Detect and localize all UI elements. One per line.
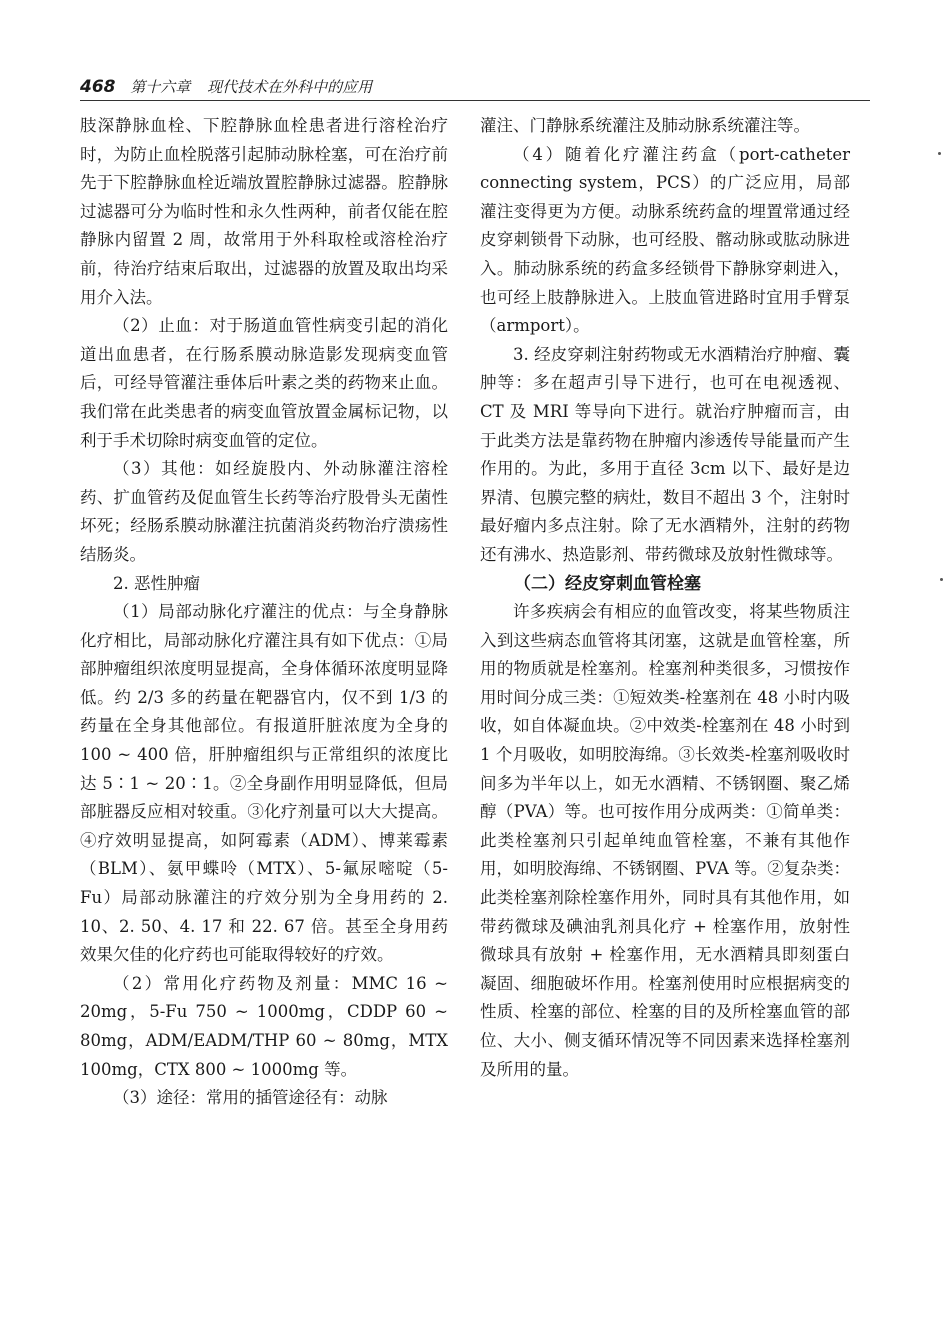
section-heading: （二）经皮穿刺血管栓塞 <box>514 573 701 594</box>
paragraph: 灌注、门静脉系统灌注及肺动脉系统灌注等。 <box>480 116 810 135</box>
paragraph: （1）局部动脉化疗灌注的优点：与全身静脉化疗相比，局部动脉化疗灌注具有如下优点：①局部肿瘤组织浓度明显提高，全身体循环浓度明显降低。约 2/3 多的药量在靶器官内，仅不到 1/3 的药量在全身其他部位。有报道肝脏浓度为全身的 100 ~ 400 倍，肝肿瘤组织与正常组织的浓度比达 5∶1 ~ 20∶1。②全身副作用明显降低，但局部脏器反应相对较重。③化疗剂量可以大大提高。④疗效明显提高，如阿霉素（ADM）、博莱霉素（BLM）、氨甲蝶呤（MTX）、5-氟尿嘧啶（5-Fu）局部动脉灌注的疗效分别为全身用药的 2. 10、2. 50、4. 17 和 22. 67 倍。甚至全身用药效果欠佳的化疗药也可能取得较好的疗效。 <box>80 602 448 965</box>
paragraph: （2）止血：对于肠道血管性病变引起的消化道出血患者，在行肠系膜动脉造影发现病变血管后，可经导管灌注垂体后叶素之类的药物来止血。我们常在此类患者的病变血管放置金属标记物，以利于手术切除时病变血管的定位。 <box>80 316 448 450</box>
paragraph: 3. 经皮穿刺注射药物或无水酒精治疗肿瘤、囊肿等：多在超声引导下进行，也可在电视透视、CT 及 MRI 等导向下进行。就治疗肿瘤而言，由于此类方法是靠药物在肿瘤内渗透传导能量而产生作用的。为此，多用于直径 3cm 以下、最好是边界清、包膜完整的病灶，数目不超出 3 个，注射时最好瘤内多点注射。除了无水酒精外，注射的药物还有沸水、热造影剂、带药微球及放射性微球等。 <box>480 344 850 564</box>
paragraph: （3）其他：如经旋股内、外动脉灌注溶栓药、扩血管药及促血管生长药等治疗股骨头无菌性坏死；经肠系膜动脉灌注抗菌消炎药物治疗溃疡性结肠炎。 <box>80 459 448 564</box>
paragraph: （2）常用化疗药物及剂量：MMC 16 ~ 20mg，5-Fu 750 ~ 1000mg，CDDP 60 ~ 80mg，ADM/EADM/THP 60 ~ 80mg，MTX 100mg，CTX 800 ~ 1000mg 等。 <box>80 973 448 1079</box>
running-header <box>80 76 870 101</box>
right-column <box>480 112 850 1084</box>
scan-speck <box>940 578 943 581</box>
paragraph: 2. 恶性肿瘤 <box>113 573 200 593</box>
paragraph: 肢深静脉血栓、下腔静脉血栓患者进行溶栓治疗时，为防止血栓脱落引起肺动脉栓塞，可在治疗前先于下腔静脉血栓近端放置腔静脉过滤器。腔静脉过滤器可分为临时性和永久性两种，前者仅能在腔静脉内留置 2 周，故常用于外科取栓或溶栓治疗前，待治疗结束后取出，过滤器的放置及取出均采用介入法。 <box>80 116 448 307</box>
left-column <box>80 112 448 1113</box>
page-number: 468 <box>80 77 116 97</box>
paragraph: （4）随着化疗灌注药盒（port-catheter connecting system，PCS）的广泛应用，局部灌注变得更为方便。动脉系统药盒的埋置常通过经皮穿刺锁骨下动脉，也可经股、髂动脉或肱动脉进入。肺动脉系统的药盒多经锁骨下静脉穿刺进入，也可经上肢静脉进入。上肢血管进路时宜用手臂泵（armport）。 <box>480 144 850 336</box>
paragraph: （3）途径：常用的插管途径有：动脉 <box>113 1088 388 1108</box>
chapter-title: 现代技术在外科中的应用 <box>207 78 373 96</box>
chapter-label: 第十六章 <box>130 78 191 96</box>
paragraph: 许多疾病会有相应的血管改变，将某些物质注入到这些病态血管将其闭塞，这就是血管栓塞，所用的物质就是栓塞剂。栓塞剂种类很多，习惯按作用时间分成三类：①短效类-栓塞剂在 48 小时内吸收，如自体凝血块。②中效类-栓塞剂在 48 小时到 1 个月吸收，如明胶海绵。③长效类-栓塞剂吸收时间多为半年以上，如无水酒精、不锈钢圈、聚乙烯醇（PVA）等。也可按作用分成两类：①简单类：此类栓塞剂只引起单纯血管栓塞，不兼有其他作用，如明胶海绵、不锈钢圈、PVA 等。②复杂类：此类栓塞剂除栓塞作用外，同时具有其他作用，如带药微球及碘油乳剂具化疗 + 栓塞作用，放射性微球具有放射 + 栓塞作用，无水酒精具即刻蛋白凝固、细胞破坏作用。栓塞剂使用时应根据病变的性质、栓塞的部位、栓塞的目的及所栓塞血管的部位、大小、侧支循环情况等不同因素来选择栓塞剂及所用的量。 <box>480 602 850 1079</box>
scan-speck <box>938 152 941 155</box>
